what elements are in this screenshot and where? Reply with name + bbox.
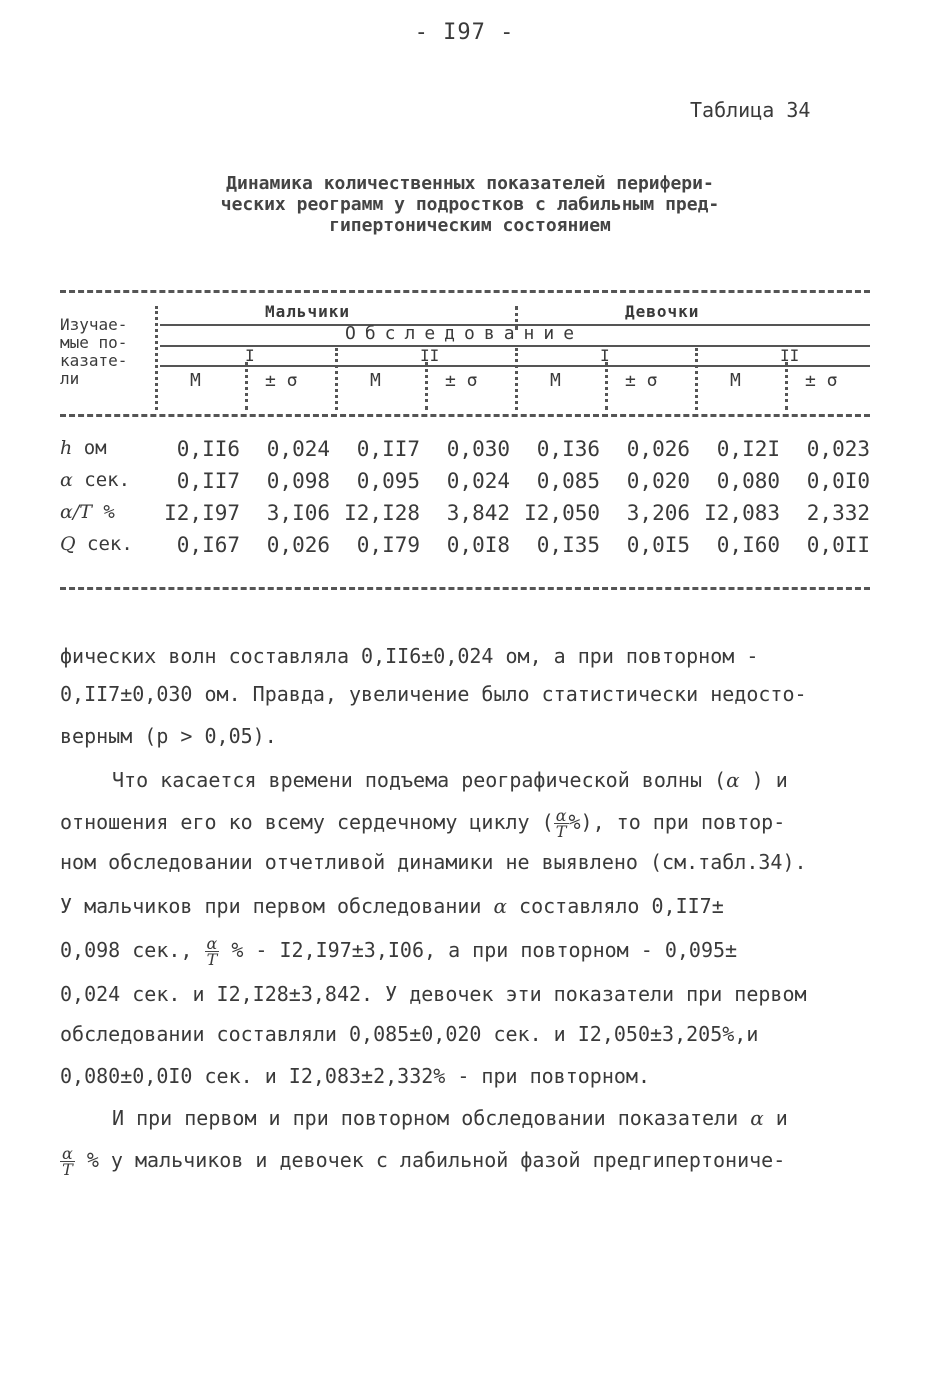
alpha-over-t-fraction (60, 1146, 75, 1177)
fraction-denominator: T (62, 1160, 73, 1179)
page-number: - I97 - (414, 20, 515, 45)
table-cell: 0,II7 (176, 469, 240, 493)
text-line (60, 890, 724, 922)
text-line (60, 806, 785, 839)
column-divider (695, 348, 698, 410)
fraction-denominator: T (555, 822, 567, 841)
table-cell: 0,085 (536, 469, 600, 493)
table-cell: 0,026 (626, 437, 690, 461)
text-line: 0,024 сек. и I2,I28±3,842. У девочек эти показатели при первом (60, 982, 807, 1006)
col-header-mean: M (730, 370, 741, 391)
text-line (112, 1102, 788, 1134)
text-line (60, 934, 737, 967)
col-header-sigma: ± σ (625, 370, 658, 391)
table-cell: 0,0I0 (806, 469, 870, 493)
text-line: ном обследовании отчетливой динамики не выявлено (см.табл.34). (60, 850, 807, 874)
fraction-numerator: α (206, 934, 218, 953)
col-header-mean: M (550, 370, 561, 391)
table-bottom-rule (60, 587, 870, 590)
col-header-mean: M (190, 370, 201, 391)
table-cell: 0,024 (266, 437, 330, 461)
fraction-numerator: α (62, 1144, 73, 1163)
fraction-numerator: α (555, 806, 567, 825)
table-cell: 0,098 (266, 469, 330, 493)
table-cell: 3,842 (446, 501, 510, 525)
table-cell: 3,I06 (266, 501, 330, 525)
column-divider (335, 348, 338, 410)
exam-first-boys: I (245, 346, 255, 365)
table-cell: I2,050 (524, 501, 600, 525)
table-cell: 3,206 (626, 501, 690, 525)
row-symbol: Q (60, 533, 76, 555)
table-cell: I2,083 (704, 501, 780, 525)
text-line: 0,080±0,0I0 сек. и I2,083±2,332% - при повторном. (60, 1064, 651, 1088)
table-cell: 0,030 (446, 437, 510, 461)
group-header-girls: Девочки (625, 302, 700, 321)
table-cell: 2,332 (806, 501, 870, 525)
col-header-mean: M (370, 370, 381, 391)
table-cell: 0,I2I (716, 437, 780, 461)
text-line (60, 1144, 785, 1177)
table-cell: 0,I35 (536, 533, 600, 557)
exam-second-girls: II (780, 346, 800, 365)
row-symbol: α (60, 469, 73, 491)
text-fragment: ) и (739, 768, 788, 792)
table-cell: 0,026 (266, 533, 330, 557)
row-label-q (60, 533, 133, 555)
table-cell: 0,II6 (176, 437, 240, 461)
table-caption (120, 173, 820, 236)
column-divider (785, 362, 788, 410)
table-cell: 0,I60 (716, 533, 780, 557)
alpha-over-t-fraction (205, 936, 220, 967)
group-header-boys: Мальчики (265, 302, 351, 321)
text-fragment: %), то при повтор- (568, 810, 786, 834)
row-symbol: h (60, 437, 73, 459)
text-line: фических волн составляла 0,II6±0,024 ом, а при повторном - (60, 644, 759, 668)
table-cell: 0,0I5 (626, 533, 690, 557)
col-header-sigma: ± σ (265, 370, 298, 391)
stub-header-line: казате- (60, 351, 128, 370)
stub-header-line: мые по- (60, 333, 128, 352)
table-cell: I2,I97 (164, 501, 240, 525)
table-label: Таблица 34 (690, 98, 811, 122)
table-cell: 0,020 (626, 469, 690, 493)
table-cell: 0,I67 (176, 533, 240, 557)
header-bottom-rule (60, 414, 870, 417)
alpha-over-t-fraction (554, 808, 569, 839)
row-label-h (60, 437, 107, 459)
alpha-symbol: α (726, 768, 740, 792)
column-divider (245, 362, 248, 410)
table-cell: 0,095 (356, 469, 420, 493)
table-cell: 0,I79 (356, 533, 420, 557)
row-symbol: α/T (60, 501, 92, 523)
exam-second-boys: II (420, 346, 440, 365)
text-line: обследовании составляли 0,085±0,020 сек. и I2,050±3,205%,и (60, 1022, 759, 1046)
table-cell: 0,080 (716, 469, 780, 493)
text-fragment: 0,098 сек., (60, 938, 205, 962)
row-unit: ом (83, 437, 107, 459)
text-fragment: Что касается времени подъема реографической волны ( (112, 768, 727, 792)
column-divider (515, 348, 518, 410)
exam-first-girls: I (600, 346, 610, 365)
column-divider (425, 362, 428, 410)
table-cell: 0,0II (806, 533, 870, 557)
table-cell: 0,II7 (356, 437, 420, 461)
col-header-sigma: ± σ (445, 370, 478, 391)
stub-header-line: ли (60, 369, 80, 388)
caption-line: ческих реограмм у подростков с лабильным пред- (220, 194, 720, 215)
stub-header-line: Изучае- (60, 315, 128, 334)
text-line: 0,II7±0,030 ом. Правда, увеличение было статистически недосто- (60, 682, 807, 706)
col-header-sigma: ± σ (805, 370, 838, 391)
text-line: верным (р > 0,05). (60, 724, 277, 748)
examination-header: Обследование (345, 323, 584, 344)
column-divider (605, 362, 608, 410)
text-fragment: % у мальчиков и девочек с лабильной фазой предгипертониче- (74, 1148, 786, 1172)
row-unit: сек. (84, 469, 131, 491)
caption-line: гипертоническим состоянием (329, 215, 611, 236)
text-fragment: отношения его ко всему сердечному циклу ( (60, 810, 554, 834)
row-unit: % (103, 501, 115, 523)
stub-header (60, 316, 127, 388)
header-rule (160, 345, 870, 347)
text-fragment: У мальчиков при первом обследовании (60, 894, 494, 918)
table-cell: 0,024 (446, 469, 510, 493)
column-divider (155, 306, 158, 410)
text-fragment: И при первом и при повторном обследовании показатели (112, 1106, 751, 1130)
text-fragment: и (763, 1106, 788, 1130)
caption-line: Динамика количественных показателей перифери- (226, 173, 714, 194)
table-cell: I2,I28 (344, 501, 420, 525)
fraction-denominator: T (206, 950, 218, 969)
row-label-alpha-over-t (60, 501, 115, 523)
table-cell: 0,0I8 (446, 533, 510, 557)
row-unit: сек. (87, 533, 133, 555)
table-cell: 0,023 (806, 437, 870, 461)
table-top-rule (60, 290, 870, 293)
table-cell: 0,I36 (536, 437, 600, 461)
row-label-alpha (60, 469, 130, 491)
alpha-symbol: α (750, 1106, 764, 1130)
alpha-symbol: α (493, 894, 507, 918)
text-fragment: составляло 0,II7± (507, 894, 724, 918)
text-line (112, 764, 788, 796)
text-fragment: % - I2,I97±3,I06, а при повторном - 0,095± (219, 938, 738, 962)
